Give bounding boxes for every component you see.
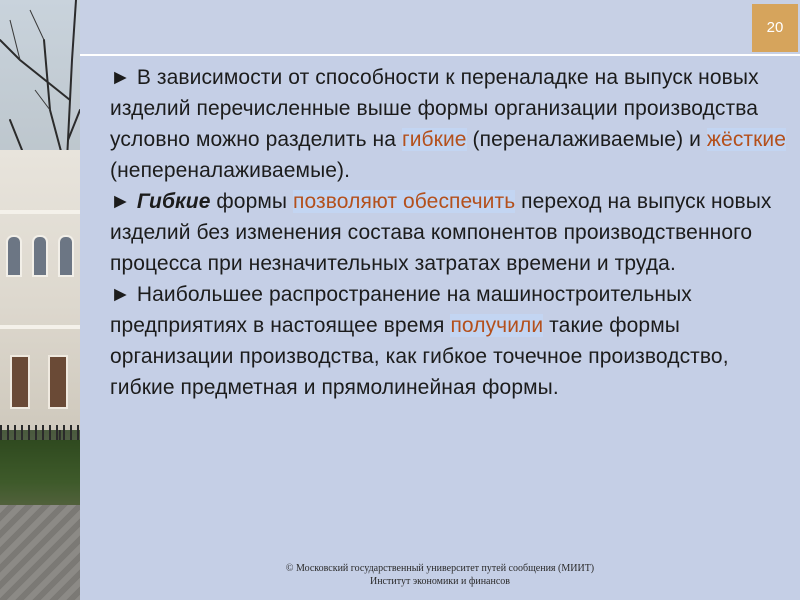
text-run: переход на выпуск новых изделий без изменения состава компонентов производственного процесса при незначительных затратах времени и труда.: [110, 190, 772, 275]
text-run: (непереналаживаемые).: [110, 159, 351, 182]
text-run: В зависимости от способности к переналадке на выпуск новых изделий перечисленные выше формы организации производства условно можно разделить на: [110, 66, 759, 151]
text-run: (переналаживаемые) и: [466, 128, 707, 151]
building-facade: [0, 150, 80, 430]
paragraph-1: [110, 62, 792, 186]
facade-window: [58, 235, 74, 277]
pavement: [0, 505, 80, 600]
facade-ledge: [0, 325, 80, 329]
building-photo: [0, 0, 80, 600]
footer: [80, 562, 800, 588]
paragraph-3: [110, 279, 792, 403]
facade-door: [48, 355, 68, 409]
facade-window: [6, 235, 22, 277]
paragraph-2: [110, 186, 792, 279]
facade-window: [32, 235, 48, 277]
slide-text: [110, 62, 792, 403]
slide-header: [80, 0, 800, 55]
highlighted-term: гибкие: [401, 128, 467, 151]
bullet-arrow-icon: ►: [110, 283, 131, 306]
text-run: такие формы организации производства, как гибкое точечное производство, гибкие предметная и прямолинейная формы.: [110, 314, 729, 399]
highlighted-term: получили: [450, 314, 544, 337]
emphasized-term: Гибкие: [136, 190, 211, 213]
bullet-arrow-icon: ►: [110, 190, 131, 213]
text-run: формы: [210, 190, 294, 213]
page-number: 20: [752, 4, 798, 52]
bullet-arrow-icon: ►: [110, 66, 131, 89]
facade-ledge: [0, 210, 80, 214]
lawn: [0, 440, 80, 510]
footer-institute: Институт экономики и финансов: [369, 576, 511, 587]
highlighted-term: позволяют обеспечить: [293, 190, 516, 213]
footer-copyright: © Московский государственный университет путей сообщения (МИИТ): [285, 563, 595, 574]
text-run: Наибольшее распространение на машиностроительных предприятиях в настоящее время: [110, 283, 692, 337]
facade-door: [10, 355, 30, 409]
highlighted-term: жёсткие: [706, 128, 787, 151]
slide-content: [80, 56, 800, 600]
